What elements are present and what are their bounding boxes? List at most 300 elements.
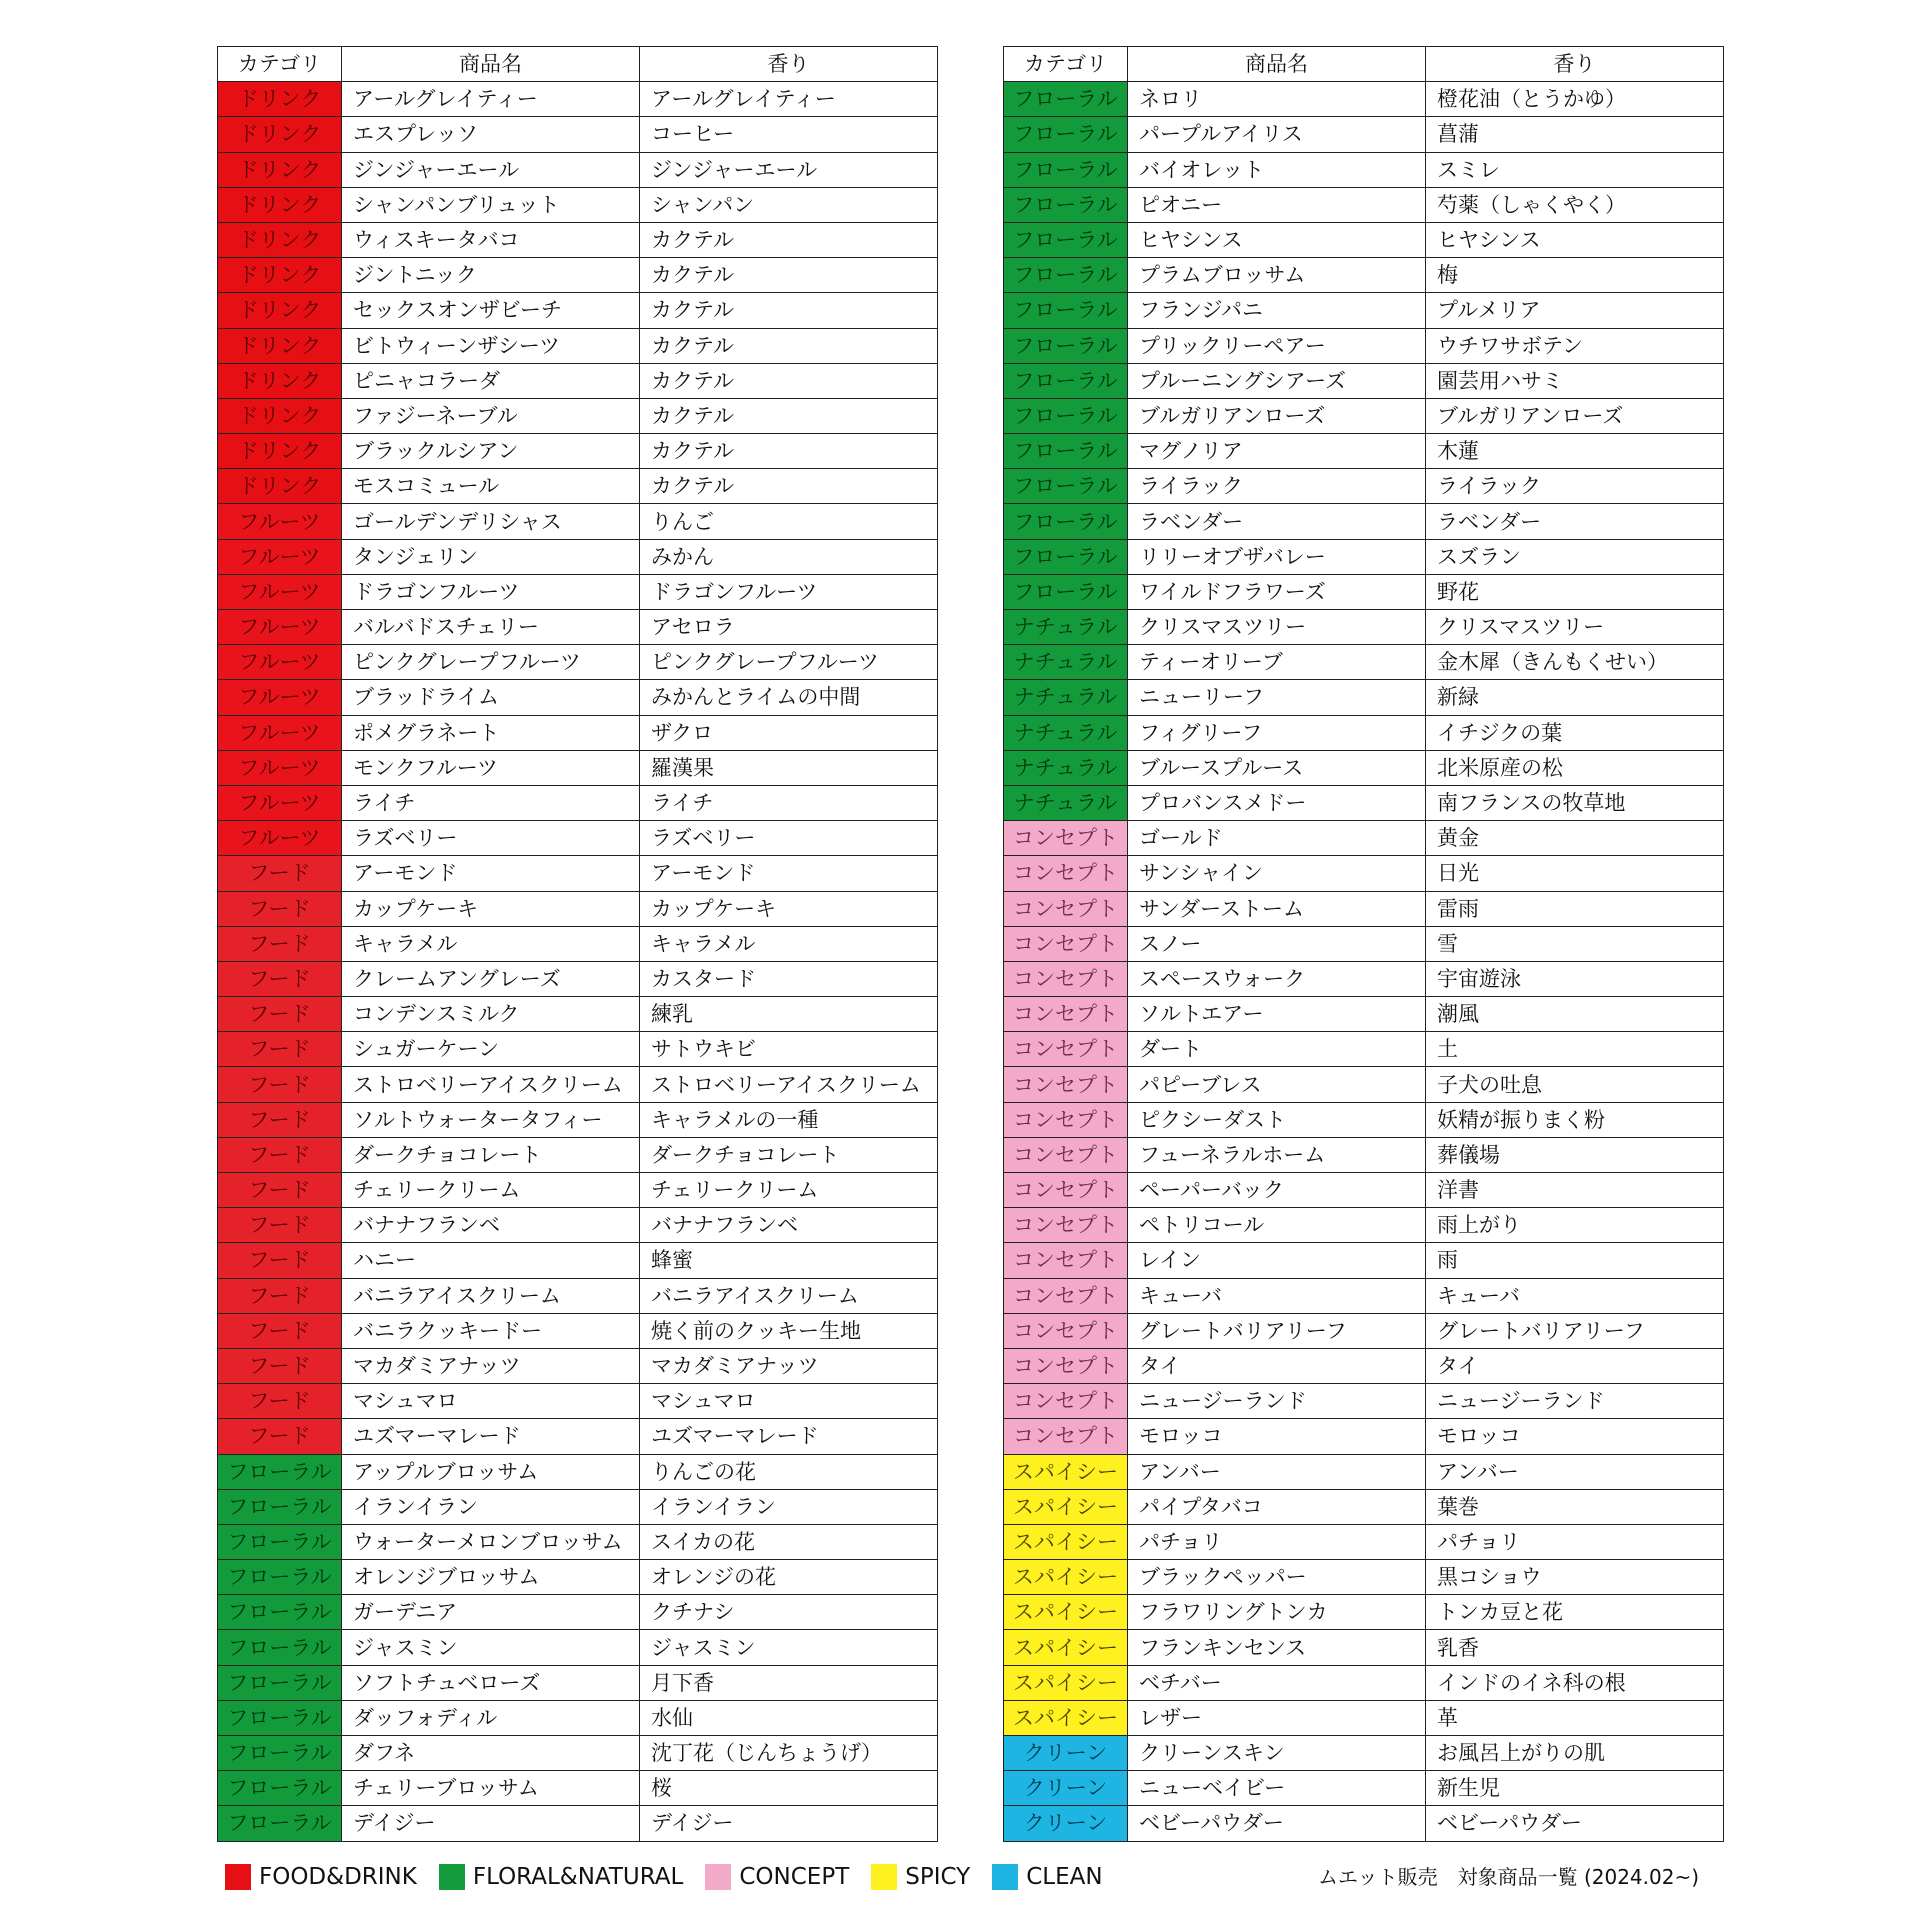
table-row [218,222,938,257]
scent-cell: 焼く前のクッキー生地 [640,1313,938,1348]
scent-cell: りんごの花 [640,1454,938,1489]
category-cell: コンセプト [1004,1102,1128,1137]
table-row [1004,1630,1724,1665]
scent-cell: スイカの花 [640,1524,938,1559]
scent-cell: カクテル [640,469,938,504]
table-row [1004,926,1724,961]
product-name-cell: ピニャコラーダ [342,363,640,398]
table-row [1004,117,1724,152]
table-row [218,1595,938,1630]
scent-cell: ライラック [1426,469,1724,504]
product-name-cell: レイン [1128,1243,1426,1278]
product-name-cell: ティーオリーブ [1128,645,1426,680]
table-row [218,1454,938,1489]
product-name-cell: ニューベイビー [1128,1771,1426,1806]
product-name-cell: キューバ [1128,1278,1426,1313]
product-name-cell: モンクフルーツ [342,750,640,785]
product-name-cell: スペースウォーク [1128,961,1426,996]
scent-cell: 桜 [640,1771,938,1806]
scent-cell: コーヒー [640,117,938,152]
scent-cell: 月下香 [640,1665,938,1700]
product-name-cell: フラワリングトンカ [1128,1595,1426,1630]
category-cell: コンセプト [1004,1173,1128,1208]
product-name-cell: フランキンセンス [1128,1630,1426,1665]
scent-cell: カクテル [640,363,938,398]
category-cell: フローラル [1004,258,1128,293]
table-row [1004,715,1724,750]
header-category: カテゴリ [218,47,342,82]
category-cell: フローラル [218,1630,342,1665]
product-name-cell: ペトリコール [1128,1208,1426,1243]
legend-swatch [705,1864,731,1890]
scent-cell: 乳香 [1426,1630,1724,1665]
category-cell: フルーツ [218,539,342,574]
product-name-cell: ラズベリー [342,821,640,856]
product-name-cell: ジントニック [342,258,640,293]
product-table-right [1003,46,1724,1842]
product-name-cell: ハニー [342,1243,640,1278]
category-cell: ナチュラル [1004,715,1128,750]
category-cell: フード [218,1067,342,1102]
table-row [218,504,938,539]
table-row [1004,1806,1724,1841]
category-cell: フローラル [1004,152,1128,187]
table-row [218,1032,938,1067]
table-row [218,1806,938,1841]
table-header-row [218,47,938,82]
legend-label: CLEAN [1026,1864,1103,1890]
category-cell: コンセプト [1004,856,1128,891]
product-name-cell: パチョリ [1128,1524,1426,1559]
scent-cell: デイジー [640,1806,938,1841]
category-cell: ドリンク [218,222,342,257]
product-name-cell: ネロリ [1128,82,1426,117]
scent-cell: グレートバリアリーフ [1426,1313,1724,1348]
table-row [218,1630,938,1665]
product-name-cell: ビトウィーンザシーツ [342,328,640,363]
table-row [218,997,938,1032]
category-cell: スパイシー [1004,1700,1128,1735]
category-cell: フローラル [218,1736,342,1771]
product-name-cell: ウォーターメロンブロッサム [342,1524,640,1559]
scent-cell: 金木犀（きんもくせい） [1426,645,1724,680]
table-row [1004,1032,1724,1067]
category-cell: コンセプト [1004,997,1128,1032]
table-row [1004,539,1724,574]
scent-cell: 菖蒲 [1426,117,1724,152]
scent-cell: 革 [1426,1700,1724,1735]
table-row [218,469,938,504]
product-name-cell: フランジパニ [1128,293,1426,328]
product-name-cell: オレンジブロッサム [342,1560,640,1595]
scent-cell: カスタード [640,961,938,996]
table-row [1004,187,1724,222]
category-cell: フード [218,1137,342,1172]
table-row [1004,1419,1724,1454]
scent-cell: ピンクグレープフルーツ [640,645,938,680]
table-row [1004,997,1724,1032]
scent-cell: 羅漢果 [640,750,938,785]
product-name-cell: ゴールド [1128,821,1426,856]
scent-cell: 沈丁花（じんちょうげ） [640,1736,938,1771]
product-name-cell: クリスマスツリー [1128,610,1426,645]
scent-cell: 蜂蜜 [640,1243,938,1278]
table-header-row [1004,47,1724,82]
product-name-cell: バナナフランベ [342,1208,640,1243]
scent-cell: 妖精が振りまく粉 [1426,1102,1724,1137]
table-row [218,1700,938,1735]
table-row [218,610,938,645]
category-cell: フローラル [218,1524,342,1559]
category-cell: フード [218,1419,342,1454]
product-name-cell: ライラック [1128,469,1426,504]
legend-item [871,1864,970,1890]
scent-cell: バニラアイスクリーム [640,1278,938,1313]
product-name-cell: シャンパンブリュット [342,187,640,222]
product-name-cell: グレートバリアリーフ [1128,1313,1426,1348]
scent-cell: みかんとライムの中間 [640,680,938,715]
product-name-cell: ブルースプルース [1128,750,1426,785]
product-name-cell: ラベンダー [1128,504,1426,539]
product-name-cell: ライチ [342,785,640,820]
product-name-cell: パピーブレス [1128,1067,1426,1102]
product-name-cell: ピオニー [1128,187,1426,222]
category-cell: コンセプト [1004,1384,1128,1419]
scent-cell: チェリークリーム [640,1173,938,1208]
scent-cell: 北米原産の松 [1426,750,1724,785]
category-cell: ドリンク [218,293,342,328]
category-cell: フード [218,1278,342,1313]
category-cell: ドリンク [218,434,342,469]
product-name-cell: クレームアングレーズ [342,961,640,996]
category-cell: フルーツ [218,680,342,715]
scent-cell: カクテル [640,434,938,469]
table-body-right [1004,82,1724,1841]
scent-cell: 梅 [1426,258,1724,293]
scent-cell: ドラゴンフルーツ [640,574,938,609]
product-name-cell: プリックリーペアー [1128,328,1426,363]
legend-item [705,1864,849,1890]
category-cell: ドリンク [218,187,342,222]
category-cell: フード [218,856,342,891]
scent-cell: 新緑 [1426,680,1724,715]
category-cell: フード [218,997,342,1032]
category-cell: コンセプト [1004,1419,1128,1454]
scent-cell: アセロラ [640,610,938,645]
product-name-cell: ベチバー [1128,1665,1426,1700]
table-row [218,680,938,715]
category-cell: フード [218,1243,342,1278]
table-row [1004,680,1724,715]
product-name-cell: バルバドスチェリー [342,610,640,645]
table-row [1004,1454,1724,1489]
product-name-cell: チェリークリーム [342,1173,640,1208]
table-row [1004,574,1724,609]
table-row [218,398,938,433]
category-cell: フルーツ [218,821,342,856]
table-row [218,715,938,750]
scent-cell: ライチ [640,785,938,820]
table-row [1004,610,1724,645]
product-name-cell: ソフトチュベローズ [342,1665,640,1700]
table-row [218,1208,938,1243]
product-name-cell: スノー [1128,926,1426,961]
product-name-cell: ソルトエアー [1128,997,1426,1032]
product-name-cell: ファジーネーブル [342,398,640,433]
product-name-cell: ダート [1128,1032,1426,1067]
product-name-cell: ワイルドフラワーズ [1128,574,1426,609]
table-row [1004,1102,1724,1137]
table-row [218,363,938,398]
category-cell: フローラル [1004,117,1128,152]
scent-cell: イランイラン [640,1489,938,1524]
product-name-cell: シュガーケーン [342,1032,640,1067]
table-row [218,1524,938,1559]
table-row [1004,1067,1724,1102]
product-name-cell: バイオレット [1128,152,1426,187]
category-cell: コンセプト [1004,1348,1128,1383]
category-cell: フローラル [218,1489,342,1524]
product-name-cell: ブルガリアンローズ [1128,398,1426,433]
product-name-cell: ピンクグレープフルーツ [342,645,640,680]
product-name-cell: フューネラルホーム [1128,1137,1426,1172]
table-row [1004,821,1724,856]
table-row [1004,1384,1724,1419]
table-row [1004,293,1724,328]
category-cell: フローラル [1004,187,1128,222]
table-row [1004,1208,1724,1243]
category-cell: ドリンク [218,152,342,187]
product-name-cell: サンダーストーム [1128,891,1426,926]
product-name-cell: パープルアイリス [1128,117,1426,152]
category-cell: フルーツ [218,715,342,750]
product-name-cell: イランイラン [342,1489,640,1524]
product-name-cell: エスプレッソ [342,117,640,152]
scent-cell: 雨上がり [1426,1208,1724,1243]
category-cell: フローラル [1004,469,1128,504]
table-row [1004,469,1724,504]
category-cell: フルーツ [218,785,342,820]
scent-cell: 新生児 [1426,1771,1724,1806]
category-cell: フード [218,961,342,996]
product-table-left [217,46,938,1842]
scent-cell: スミレ [1426,152,1724,187]
table-row [218,1665,938,1700]
table-row [218,82,938,117]
table-row [218,645,938,680]
product-name-cell: コンデンスミルク [342,997,640,1032]
scent-cell: 練乳 [640,997,938,1032]
legend-label: SPICY [905,1864,971,1890]
category-cell: フローラル [218,1771,342,1806]
scent-cell: 園芸用ハサミ [1426,363,1724,398]
category-cell: ドリンク [218,363,342,398]
table-row [218,961,938,996]
product-name-cell: バニラクッキードー [342,1313,640,1348]
category-cell: フード [218,1032,342,1067]
category-cell: フード [218,926,342,961]
product-name-cell: バニラアイスクリーム [342,1278,640,1313]
category-cell: フルーツ [218,504,342,539]
product-name-cell: ベビーパウダー [1128,1806,1426,1841]
legend-label: FOOD&DRINK [259,1864,417,1890]
table-row [1004,398,1724,433]
product-name-cell: ユズマーマレード [342,1419,640,1454]
scent-cell: 木蓮 [1426,434,1724,469]
category-cell: ドリンク [218,328,342,363]
category-cell: ナチュラル [1004,610,1128,645]
table-row [1004,750,1724,785]
legend-label: CONCEPT [739,1864,850,1890]
category-cell: ドリンク [218,82,342,117]
category-legend [225,1864,1125,1890]
scent-cell: イチジクの葉 [1426,715,1724,750]
category-cell: クリーン [1004,1806,1128,1841]
category-cell: フード [218,1384,342,1419]
category-cell: コンセプト [1004,1313,1128,1348]
table-row [218,856,938,891]
category-cell: フローラル [218,1806,342,1841]
product-name-cell: ゴールデンデリシャス [342,504,640,539]
scent-cell: カップケーキ [640,891,938,926]
product-name-cell: モロッコ [1128,1419,1426,1454]
product-name-cell: パイプタバコ [1128,1489,1426,1524]
product-name-cell: ジンジャーエール [342,152,640,187]
scent-cell: 土 [1426,1032,1724,1067]
product-name-cell: ピクシーダスト [1128,1102,1426,1137]
table-row [218,117,938,152]
table-row [218,1243,938,1278]
legend-swatch [871,1864,897,1890]
category-cell: ナチュラル [1004,645,1128,680]
scent-cell: ニュージーランド [1426,1384,1724,1419]
scent-cell: カクテル [640,328,938,363]
category-cell: フルーツ [218,610,342,645]
scent-cell: 潮風 [1426,997,1724,1032]
header-category: カテゴリ [1004,47,1128,82]
category-cell: フローラル [1004,328,1128,363]
table-row [1004,1560,1724,1595]
table-row [1004,1736,1724,1771]
category-cell: スパイシー [1004,1560,1128,1595]
scent-cell: 日光 [1426,856,1724,891]
product-name-cell: マグノリア [1128,434,1426,469]
category-cell: コンセプト [1004,1032,1128,1067]
table-row [218,1313,938,1348]
category-cell: コンセプト [1004,1208,1128,1243]
category-cell: ナチュラル [1004,680,1128,715]
category-cell: スパイシー [1004,1524,1128,1559]
table-row [1004,856,1724,891]
category-cell: スパイシー [1004,1595,1128,1630]
product-name-cell: タイ [1128,1348,1426,1383]
table-row [1004,1771,1724,1806]
product-name-cell: アンバー [1128,1454,1426,1489]
scent-cell: アーモンド [640,856,938,891]
product-name-cell: フィグリーフ [1128,715,1426,750]
category-cell: フード [218,1173,342,1208]
table-row [218,1137,938,1172]
category-cell: コンセプト [1004,926,1128,961]
table-row [1004,785,1724,820]
category-cell: コンセプト [1004,821,1128,856]
scent-cell: ヒヤシンス [1426,222,1724,257]
product-name-cell: マカダミアナッツ [342,1348,640,1383]
scent-cell: 雪 [1426,926,1724,961]
table-row [1004,1137,1724,1172]
category-cell: フルーツ [218,750,342,785]
scent-cell: インドのイネ科の根 [1426,1665,1724,1700]
category-cell: フード [218,891,342,926]
table-row [218,539,938,574]
table-row [218,1771,938,1806]
product-name-cell: プルーニングシアーズ [1128,363,1426,398]
scent-cell: みかん [640,539,938,574]
scent-cell: カクテル [640,222,938,257]
table-row [218,434,938,469]
product-name-cell: ストロベリーアイスクリーム [342,1067,640,1102]
product-name-cell: アールグレイティー [342,82,640,117]
scent-cell: モロッコ [1426,1419,1724,1454]
category-cell: フード [218,1102,342,1137]
table-row [218,926,938,961]
scent-cell: シャンパン [640,187,938,222]
scent-cell: オレンジの花 [640,1560,938,1595]
scent-cell: 野花 [1426,574,1724,609]
scent-cell: 葬儀場 [1426,1137,1724,1172]
legend-label: FLORAL&NATURAL [472,1864,684,1890]
table-row [1004,363,1724,398]
scent-cell: ラベンダー [1426,504,1724,539]
scent-cell: バナナフランベ [640,1208,938,1243]
header-name: 商品名 [342,47,640,82]
table-row [218,1278,938,1313]
product-name-cell: ヒヤシンス [1128,222,1426,257]
category-cell: フローラル [218,1700,342,1735]
table-row [1004,82,1724,117]
table-row [1004,328,1724,363]
category-cell: ドリンク [218,398,342,433]
table-row [1004,645,1724,680]
scent-cell: トンカ豆と花 [1426,1595,1724,1630]
scent-cell: スズラン [1426,539,1724,574]
product-name-cell: ガーデニア [342,1595,640,1630]
product-name-cell: チェリーブロッサム [342,1771,640,1806]
product-name-cell: デイジー [342,1806,640,1841]
scent-cell: ザクロ [640,715,938,750]
scent-cell: クチナシ [640,1595,938,1630]
scent-cell: カクテル [640,398,938,433]
scent-cell: ジャスミン [640,1630,938,1665]
table-row [1004,891,1724,926]
scent-cell: 黒コショウ [1426,1560,1724,1595]
legend-swatch [439,1864,465,1890]
scent-cell: 子犬の吐息 [1426,1067,1724,1102]
category-cell: コンセプト [1004,1137,1128,1172]
scent-cell: パチョリ [1426,1524,1724,1559]
table-row [1004,1665,1724,1700]
scent-cell: ストロベリーアイスクリーム [640,1067,938,1102]
scent-cell: ウチワサボテン [1426,328,1724,363]
table-row [218,891,938,926]
category-cell: フード [218,1348,342,1383]
category-cell: クリーン [1004,1771,1128,1806]
category-cell: コンセプト [1004,1067,1128,1102]
header-scent: 香り [1426,47,1724,82]
scent-cell: キューバ [1426,1278,1724,1313]
table-row [218,328,938,363]
scent-cell: キャラメルの一種 [640,1102,938,1137]
